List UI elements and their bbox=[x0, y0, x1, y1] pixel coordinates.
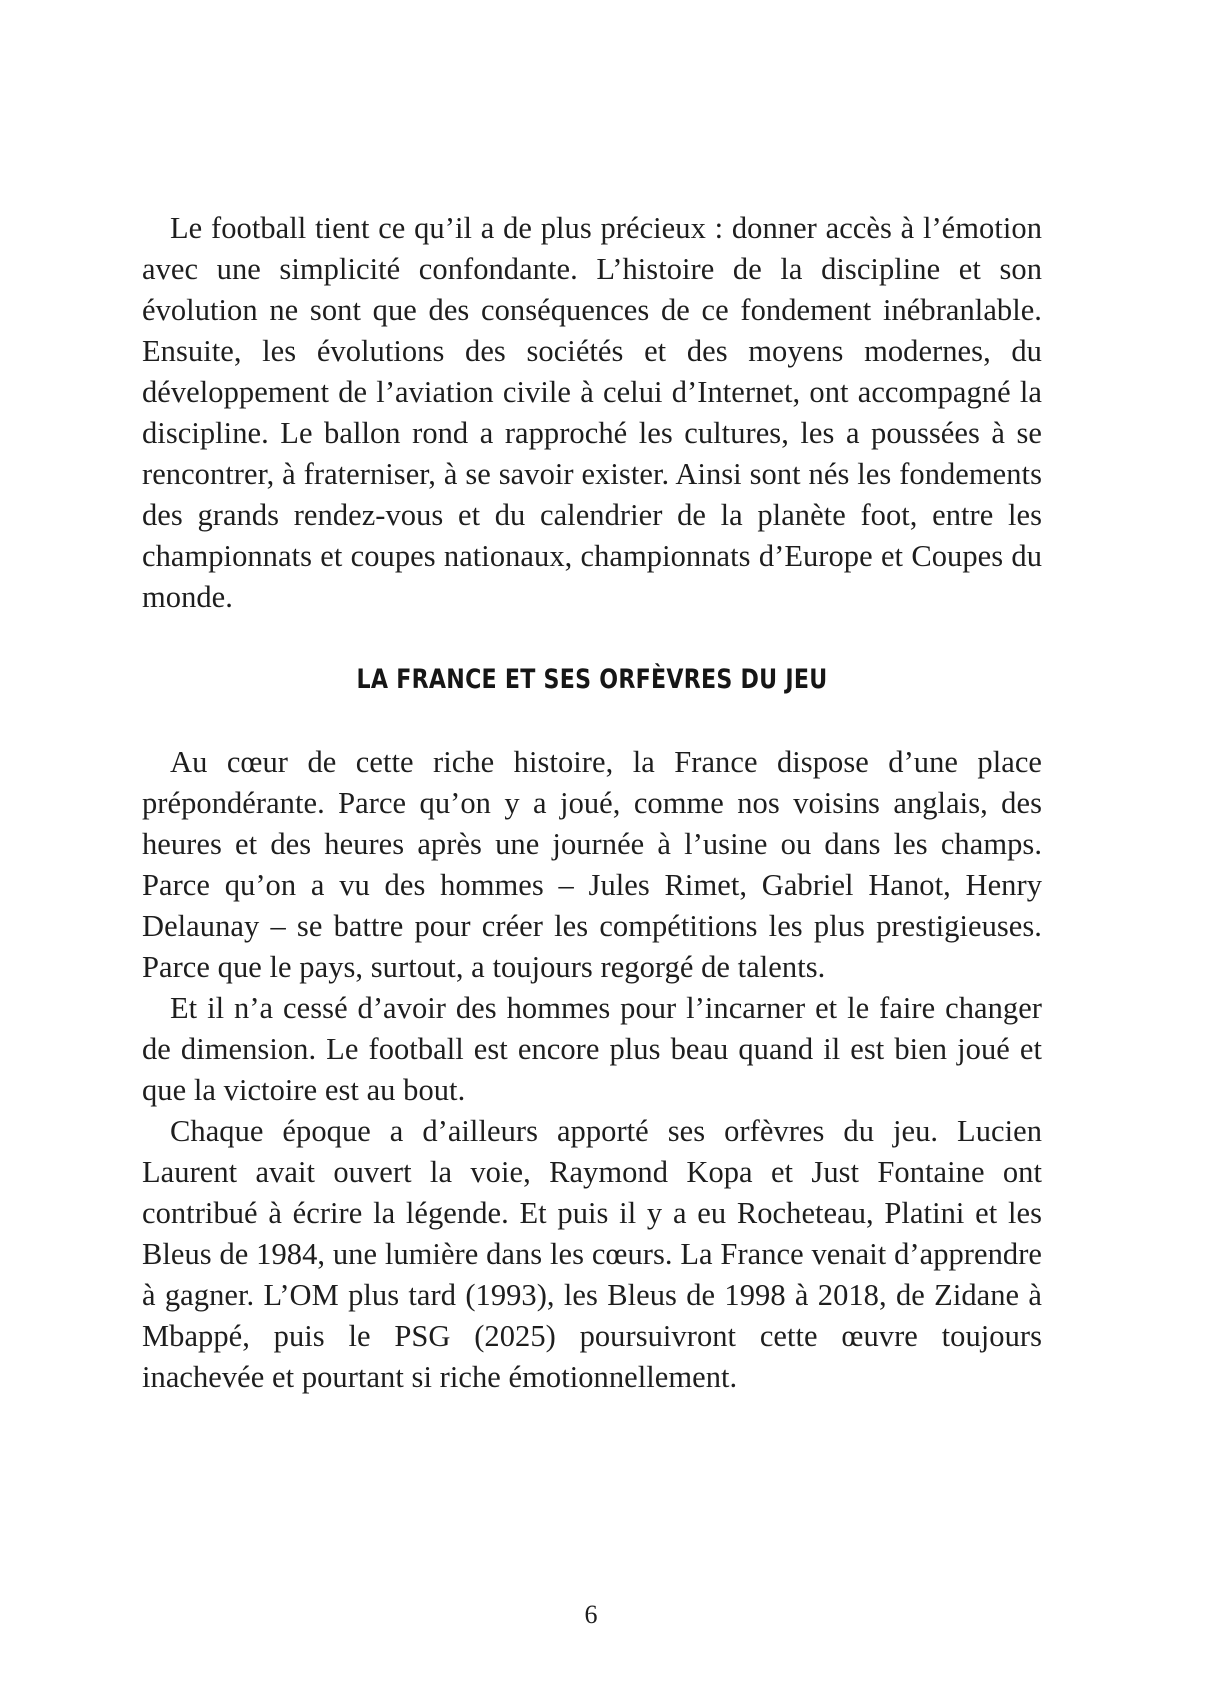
body-paragraph-2: Et il n’a cessé d’avoir des hommes pour l’incarner et le faire changer de dimension. Le football est encore plus beau quand il est bien joué et que la victoire est au bout. bbox=[142, 991, 1042, 1107]
page-body bbox=[142, 208, 1042, 1568]
page-number: 6 bbox=[584, 1600, 598, 1629]
intro-paragraph: Le football tient ce qu’il a de plus précieux : donner accès à l’émotion avec une simplicité confondante. L’histoire de la discipline et son évolution ne sont que des conséquences de ce fondement inébranlable. Ensuite, les évolutions des sociétés et des moyens modernes, du développement de l’aviation civile à celui d’Internet, ont accompagné la discipline. Le ballon rond a rapproché les cultures, les a poussées à se rencontrer, à fraterniser, à se savoir exister. Ainsi sont nés les fondements des grands rendez-vous et du calendrier de la planète foot, entre les championnats et coupes nationaux, championnats d’Europe et Coupes du monde. bbox=[142, 211, 1042, 614]
section-heading: LA FRANCE ET SES ORFÈVRES DU JEU bbox=[356, 664, 828, 695]
body-paragraph-3: Chaque époque a d’ailleurs apporté ses orfèvres du jeu. Lucien Laurent avait ouvert la voie, Raymond Kopa et Just Fontaine ont contribué à écrire la légende. Et puis il y a eu Rocheteau, Platini et les Bleus de 1984, une lumière dans les cœurs. La France venait d’apprendre à gagner. L’OM plus tard (1993), les Bleus de 1998 à 2018, de Zidane à Mbappé, puis le PSG (2025) poursuivront cette œuvre toujours inachevée et pourtant si riche émotionnellement. bbox=[142, 1114, 1042, 1394]
body-paragraph-1: Au cœur de cette riche histoire, la France dispose d’une place prépondérante. Parce qu’on y a joué, comme nos voisins anglais, des heures et des heures après une journée à l’usine ou dans les champs. Parce qu’on a vu des hommes – Jules Rimet, Gabriel Hanot, Henry Delaunay – se battre pour créer les compétitions les plus prestigieuses. Parce que le pays, surtout, a toujours regorgé de talents. bbox=[142, 745, 1042, 984]
